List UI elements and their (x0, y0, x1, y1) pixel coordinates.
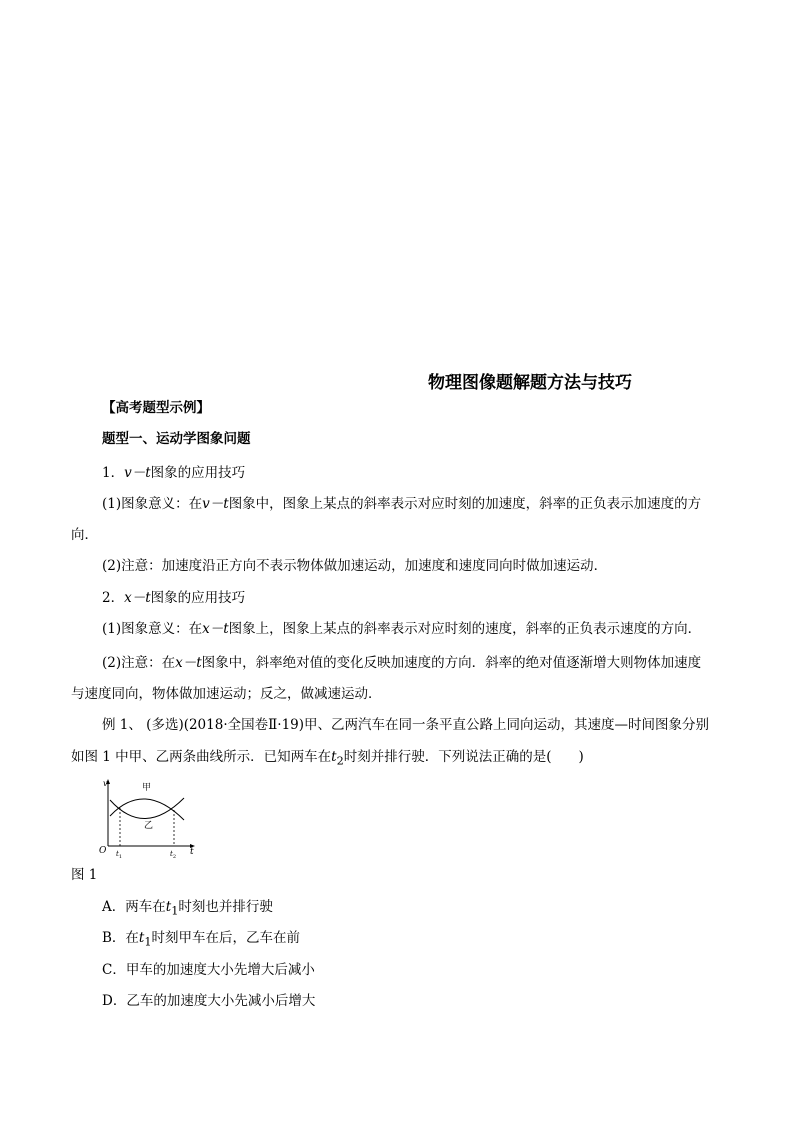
paragraph-4-continued: 与速度同向，物体做加速运动；反之，做减速运动． (71, 686, 382, 702)
paragraph-4: (2)注意：在x－t图象中，斜率绝对值的变化反映加速度的方向．斜率的绝对值逐渐增大则物体加速度 (102, 655, 702, 671)
type-heading: 题型一、运动学图象问题 (102, 431, 251, 447)
item-1-heading: 1．v－t图象的应用技巧 (102, 465, 246, 481)
option-a: A．两车在$t_1$时刻也并排行驶 (102, 899, 273, 918)
section-heading: 【高考题型示例】 (102, 400, 210, 416)
curve-jia (110, 799, 184, 820)
vt-graph (96, 776, 200, 858)
tick-t2-label: $t_2$ (170, 850, 177, 858)
example-1-line-1: 例 1、 (多选)(2018·全国卷Ⅱ·19)甲、乙两汽车在同一条平直公路上同向运动，其速度—时间图象分别 (102, 717, 710, 733)
curve-yi (110, 798, 184, 819)
paragraph-2: (2)注意：加速度沿正方向不表示物体做加速运动，加速度和速度同向时做加速运动． (102, 558, 608, 574)
paragraph-3: (1)图象意义：在x－t图象上，图象上某点的斜率表示对应时刻的速度，斜率的正负表示速度的方向． (102, 621, 702, 637)
option-d: D．乙车的加速度大小先减小后增大 (102, 993, 316, 1009)
velocity-time-figure (96, 776, 200, 858)
page-title: 物理图像题解题方法与技巧 (428, 373, 632, 393)
paragraph-1-continued: 向． (71, 527, 98, 543)
example-1-line-2: 如图 1 中甲、乙两条曲线所示．已知两车在$t_2$时刻并排行驶．下列说法正确的是( ) (71, 749, 584, 768)
option-c: C．甲车的加速度大小先增大后减小 (102, 962, 315, 978)
option-b: B．在$t_1$时刻甲车在后，乙车在前 (102, 930, 301, 949)
tick-t1-label: $t_1$ (116, 850, 123, 858)
paragraph-1: (1)图象意义：在v－t图象中，图象上某点的斜率表示对应时刻的加速度，斜率的正负表示加速度的方 (102, 496, 702, 512)
origin-label: O (99, 846, 107, 856)
item-2-heading: 2．x－t图象的应用技巧 (102, 590, 246, 606)
curve-top-label: 甲 (142, 783, 152, 793)
figure-caption: 图 1 (71, 867, 98, 883)
curve-bottom-label: 乙 (144, 821, 154, 831)
axis-x-label: t (190, 847, 194, 857)
axis-y-label: v (103, 779, 108, 788)
